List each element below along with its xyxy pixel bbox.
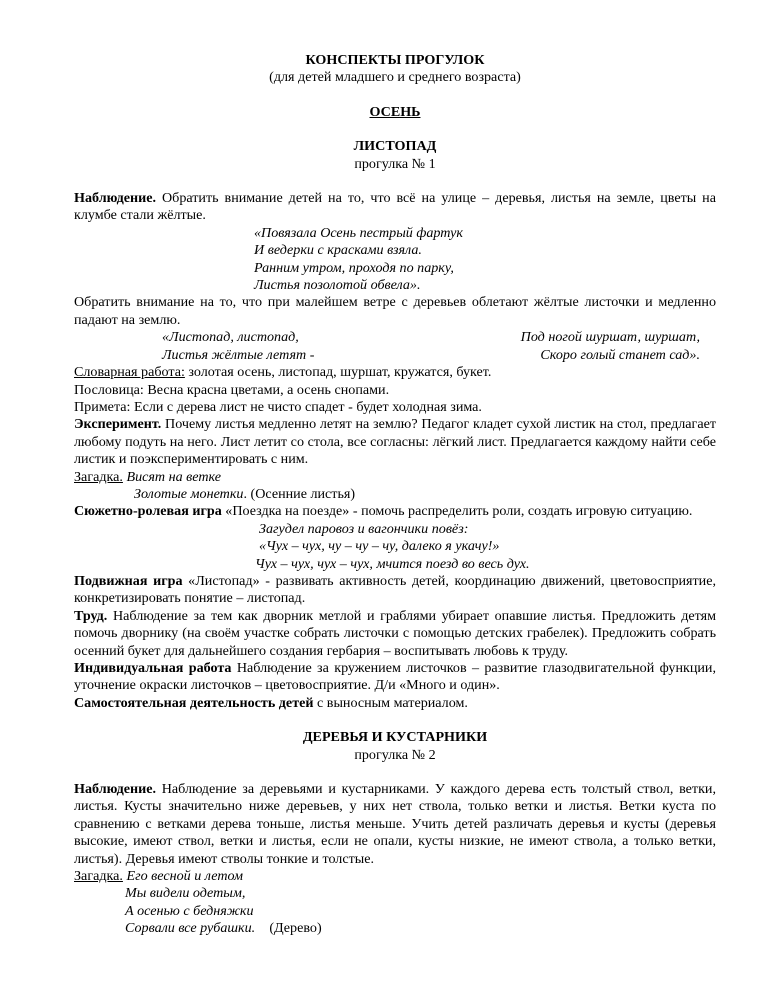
labor (74, 608, 716, 660)
mobile-game-text: «Листопад» - развивать активность детей, координацию движений, цветовосприятие, конкретизировать понятие – листопад. (74, 572, 717, 607)
riddle-line: А осенью с бедняжки (125, 902, 254, 919)
riddle-line: Золотые монетки (134, 485, 244, 502)
riddle-label: Загадка. (74, 468, 123, 485)
poem2-left-line: Листья жёлтые летят - (162, 346, 315, 363)
walk2-number: прогулка № 2 (354, 746, 436, 763)
document-title: КОНСПЕКТЫ ПРОГУЛОК (305, 52, 485, 68)
role-game (74, 503, 716, 520)
train-poem-line: «Чух – чух, чу – чу – чу, далеко я укачу!» (259, 538, 500, 555)
poem2-row (74, 347, 716, 364)
riddle-1-line2 (74, 486, 716, 503)
poem2-right-line: Под ногой шуршат, шуршат, (520, 329, 700, 346)
observation-text: Наблюдение за деревьями и кустарниками. У каждого дерева есть толстый ствол, ветки, листья. Кусты значительно ниже деревьев, у них нет ствола, только ветки и листья. Ветки куста по сравнению с ветками дерева тоньше, листья меньше. Учить детей различать деревья и кусты (деревья высокие, имеют ствол, ветки и листья, если не опали, кусты низкие, не имеют ствола, а только ветки, листья). Деревья имеют стволы тонкие и толстые. (74, 781, 716, 867)
labor-label: Труд. (74, 607, 108, 624)
document-page (74, 52, 716, 938)
poem2-right-line: Скоро голый станет сад». (540, 346, 700, 363)
walk2-title: ДЕРЕВЬЯ И КУСТАРНИКИ (302, 729, 488, 746)
riddle-line: Его весной и летом (122, 868, 244, 885)
poem2-row (74, 329, 716, 346)
riddle-2-last (74, 920, 716, 937)
season-heading: ОСЕНЬ (369, 103, 421, 120)
poem-line: «Повязала Осень пестрый фартук (254, 224, 463, 241)
riddle-line: Висят на ветке (122, 468, 222, 485)
walk1-observation (74, 190, 716, 225)
poem2-left-line: «Листопад, листопад, (162, 329, 299, 346)
role-game-text: «Поездка на поезде» - помочь распределить роли, создать игровую ситуацию. (221, 503, 693, 520)
vocab-text: золотая осень, листопад, шуршат, кружатся, букет. (184, 364, 492, 381)
riddle-label: Загадка. (74, 868, 123, 885)
labor-text: Наблюдение за тем как дворник метлой и граблями убирает опавшие листья. Предложить детям помочь дворнику (на своём участке собрать листочки с помощью детских грабелек). Предложить собрать осенний букет для дальнейшего создания гербария – воспитывать любовь к труду. (74, 607, 716, 659)
walk1-observation-2: Обратить внимание на то, что при малейшем ветре с деревьев облетают жёлтые листочки и медленно падают на землю. (74, 294, 716, 328)
experiment (74, 416, 716, 468)
walk1-title: ЛИСТОПАД (353, 138, 437, 155)
poem-line: Листья позолотой обвела». (254, 277, 421, 294)
riddle-1 (74, 469, 716, 486)
riddle-line: Мы видели одетым, (125, 885, 246, 902)
vocab-label: Словарная работа: (74, 364, 185, 381)
observation-label: Наблюдение. (74, 781, 156, 798)
independent-label: Самостоятельная деятельность детей (74, 694, 314, 711)
train-poem-line: Чух – чух, чух – чух, мчится поезд во весь дух. (255, 555, 530, 572)
vocab-work (74, 364, 716, 381)
experiment-label: Эксперимент. (74, 416, 162, 433)
mobile-game (74, 573, 716, 608)
walk1-number: прогулка № 1 (354, 155, 436, 172)
experiment-text: Почему листья медленно летят на землю? Педагог кладет сухой листик на стол, предлагает любому подуть на него. Лист летит со стола, все согласны: лёгкий лист. Предлагается каждому найти себе листик и поэкспериментировать с ним. (74, 416, 716, 468)
independent-activity (74, 695, 716, 712)
observation-label: Наблюдение. (74, 190, 156, 207)
independent-text: с выносным материалом. (313, 694, 468, 711)
omen: Примета: Если с дерева лист не чисто спадет - будет холодная зима. (74, 398, 482, 415)
individual-work (74, 660, 716, 695)
individual-label: Индивидуальная работа (74, 660, 232, 676)
train-poem-line: Загудел паровоз и вагончики повёз: (259, 520, 469, 537)
observation-text: Обратить внимание детей на то, что всё на улице – деревья, листья на земле, цветы на клумбе стали жёлтые. (74, 190, 716, 224)
riddle-answer: . (Осенние листья) (243, 485, 356, 502)
poem-line: Ранним утром, проходя по парку, (254, 259, 454, 276)
individual-text: Наблюдение за кружением листочков – развитие глазодвигательной функции, уточнение окраски листочков – цветовосприятие. Д/и «Много и один». (74, 660, 716, 694)
poem-line: И ведерки с красками взяла. (254, 242, 422, 259)
document-subtitle: (для детей младшего и среднего возраста) (269, 69, 521, 86)
proverb: Пословица: Весна красна цветами, а осень снопами. (74, 381, 390, 398)
role-game-label: Сюжетно-ролевая игра (74, 503, 222, 520)
mobile-game-label: Подвижная игра (74, 572, 183, 589)
riddle-answer: (Дерево) (255, 920, 322, 937)
riddle-2 (74, 868, 716, 885)
riddle-line: Сорвали все рубашки. (125, 920, 256, 937)
walk2-observation (74, 781, 716, 868)
